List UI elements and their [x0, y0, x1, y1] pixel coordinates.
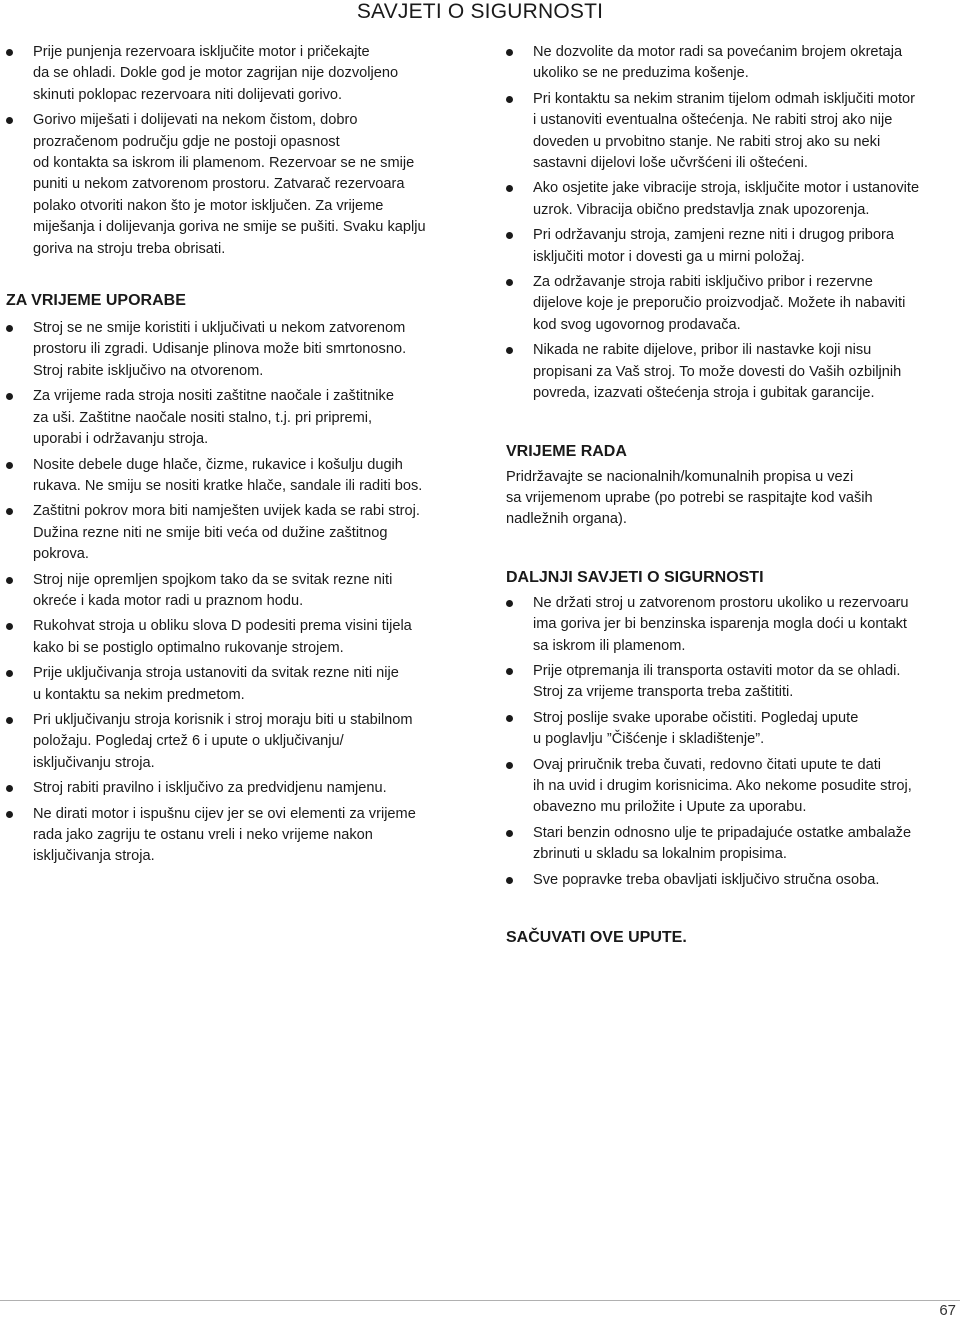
- intro-list-right: [506, 42, 956, 405]
- bullet-icon: [6, 49, 13, 56]
- list-item: Ne dozvolite da motor radi sa povećanim brojem okretaja ukoliko se ne preduzima košenje.: [506, 42, 956, 85]
- footer-divider: [0, 1300, 960, 1301]
- bullet-icon: [506, 830, 513, 837]
- bullet-icon: [6, 325, 13, 332]
- list-item: Prije uključivanja stroja ustanoviti da svitak rezne niti nije u kontaktu sa nekim predmetom.: [6, 663, 456, 706]
- bullet-icon: [506, 49, 513, 56]
- bullet-icon: [6, 670, 13, 677]
- bullet-icon: [506, 715, 513, 722]
- list-item: Ne držati stroj u zatvorenom prostoru ukoliko u rezervoaru ima goriva jer bi benzinska isparenja mogla doći u kontakt sa iskrom ili plamenom.: [506, 593, 956, 657]
- bullet-icon: [6, 462, 13, 469]
- list-item: Pri uključivanju stroja korisnik i stroj moraju biti u stabilnom položaju. Pogledaj crtež 6 i upute o uključivanju/ isključivanju stroja.: [6, 710, 456, 774]
- bullet-icon: [506, 232, 513, 239]
- list-item: Rukohvat stroja u obliku slova D podesiti prema visini tijela kako bi se postiglo optimalno rukovanje strojem.: [6, 616, 456, 659]
- left-column: [6, 42, 456, 872]
- section-heading-vrijeme-rada: VRIJEME RADA: [506, 442, 627, 460]
- list-item: Gorivo miješati i dolijevati na nekom čistom, dobro prozračenom području gdje ne postoji opasnost od kontakta sa iskrom ili plamenom. Rezervoar se ne smije puniti u nekom zatvorenom prostoru. Zatvarač rezervoara polako otvoriti nakon što je motor isključen. Za vrijeme miješanja i dolijevanja goriva ne smije se pušiti. Svaku kaplju goriva na stroju treba obrisati.: [6, 110, 456, 260]
- list-item: Za vrijeme rada stroja nositi zaštitne naočale i zaštitnike za uši. Zaštitne naočale nositi stalno, t.j. pri pripremi, uporabi i održavanju stroja.: [6, 386, 456, 450]
- bullet-icon: [6, 508, 13, 515]
- list-item: Prije punjenja rezervoara isključite motor i pričekajte da se ohladi. Dokle god je motor zagrijan nije dozvoljeno skinuti poklopac rezervoara niti dolijevati gorivo.: [6, 42, 456, 106]
- list-item: Ovaj priručnik treba čuvati, redovno čitati upute te dati ih na uvid i drugim korisnicima. Ako nekome posudite stroj, obavezno mu priložite i Upute za uporabu.: [506, 755, 956, 819]
- list-item: Prije otpremanja ili transporta ostaviti motor da se ohladi. Stroj za vrijeme transporta treba zaštititi.: [506, 661, 956, 704]
- bullet-icon: [6, 717, 13, 724]
- bullet-icon: [506, 185, 513, 192]
- list-item: Za održavanje stroja rabiti isključivo pribor i rezervne dijelove koje je preporučio proizvodjač. Možete ih nabaviti kod svog ugovornog prodavača.: [506, 272, 956, 336]
- list-item: Pri održavanju stroja, zamjeni rezne niti i drugog pribora isključiti motor i dovesti ga u mirni položaj.: [506, 225, 956, 268]
- intro-list-left: [6, 42, 456, 260]
- bullet-icon: [506, 279, 513, 286]
- usage-list: [6, 318, 456, 868]
- list-item: Zaštitni pokrov mora biti namješten uvijek kada se rabi stroj. Dužina rezne niti ne smije biti veća od dužine zaštitnog pokrova.: [6, 501, 456, 565]
- list-item: Ne dirati motor i ispušnu cijev jer se ovi elementi za vrijeme rada jako zagriju te ostanu vreli i neko vrijeme nakon isključivanja stroja.: [6, 804, 456, 868]
- bullet-icon: [506, 762, 513, 769]
- page-number: 67: [939, 1302, 956, 1319]
- bullet-icon: [6, 393, 13, 400]
- list-item: Stroj rabiti pravilno i isključivo za predvidjenu namjenu.: [6, 778, 456, 799]
- bullet-icon: [506, 347, 513, 354]
- bullet-icon: [6, 785, 13, 792]
- list-item: Pri kontaktu sa nekim stranim tijelom odmah isključiti motor i ustanoviti eventualna oštećenja. Ne rabiti stroj ako nije doveden u prvobitno stanje. Ne rabiti stroj ako su neki sastavni dijelovi loše učvršćeni ili oštećeni.: [506, 89, 956, 175]
- list-item: Ako osjetite jake vibracije stroja, isključite motor i ustanovite uzrok. Vibracija obično predstavlja znak upozorenja.: [506, 178, 956, 221]
- right-column: [506, 42, 956, 947]
- page-title: SAVJETI O SIGURNOSTI: [356, 0, 604, 23]
- bullet-icon: [6, 577, 13, 584]
- bullet-icon: [6, 623, 13, 630]
- bullet-icon: [506, 96, 513, 103]
- bullet-icon: [6, 117, 13, 124]
- list-item: Stroj se ne smije koristiti i uključivati u nekom zatvorenom prostoru ili zgradi. Udisanje plinova može biti smrtonosno. Stroj rabite isključivo na otvorenom.: [6, 318, 456, 382]
- list-item: Stari benzin odnosno ulje te pripadajuće ostatke ambalaže zbrinuti u skladu sa lokalnim propisima.: [506, 823, 956, 866]
- list-item: Stroj poslije svake uporabe očistiti. Pogledaj upute u poglavlju ”Čišćenje i skladištenje”.: [506, 708, 956, 751]
- closing-note: SAČUVATI OVE UPUTE.: [506, 929, 687, 946]
- list-item: Nosite debele duge hlače, čizme, rukavice i košulju dugih rukava. Ne smiju se nositi kratke hlače, sandale ili raditi bos.: [6, 455, 456, 498]
- list-item: Stroj nije opremljen spojkom tako da se svitak rezne niti okreće i kada motor radi u praznom hodu.: [6, 570, 456, 613]
- list-item: Sve popravke treba obavljati isključivo stručna osoba.: [506, 870, 956, 891]
- bullet-icon: [506, 877, 513, 884]
- section-heading-za-vrijeme-uporabe: ZA VRIJEME UPORABE: [6, 292, 186, 310]
- vrijeme-rada-paragraph: Pridržavajte se nacionalnih/komunalnih propisa u vezi sa vrijemenom uprabe (po potrebi se raspitajte kod vaših nadležnih organa).: [506, 468, 873, 528]
- list-item: Nikada ne rabite dijelove, pribor ili nastavke koji nisu propisani za Vaš stroj. To može dovesti do Vaših ozbiljnih povreda, izazvati oštećenja stroja i gubitak garancije.: [506, 340, 956, 404]
- bullet-icon: [6, 811, 13, 818]
- bullet-icon: [506, 600, 513, 607]
- section-heading-daljnji-savjeti: DALJNJI SAVJETI O SIGURNOSTI: [506, 568, 764, 586]
- bullet-icon: [506, 668, 513, 675]
- further-advice-list: [506, 593, 956, 891]
